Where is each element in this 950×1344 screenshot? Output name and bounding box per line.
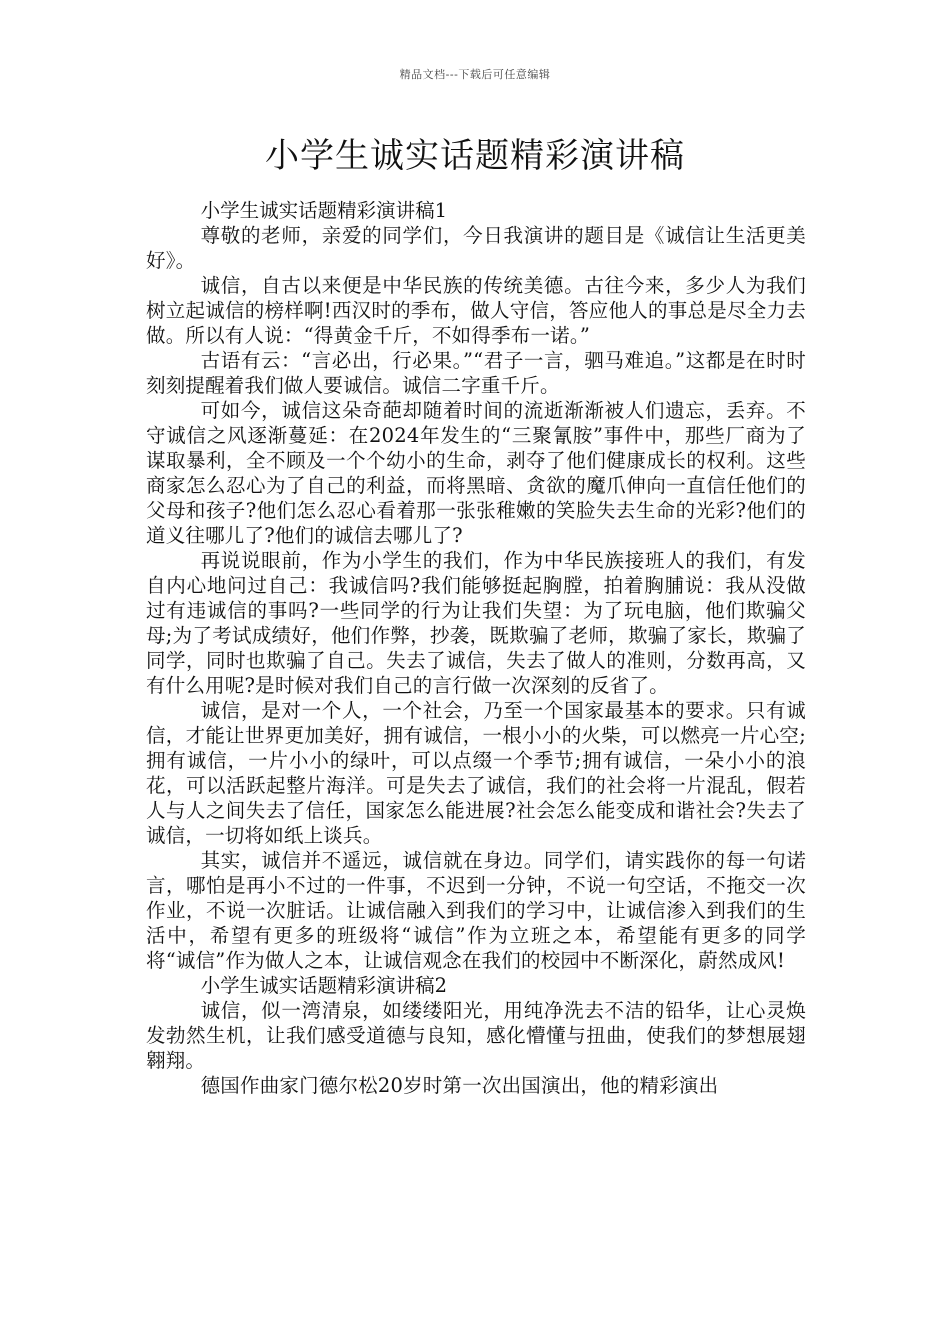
section-heading-2: 小学生诚实话题精彩演讲稿2 (200, 974, 448, 997)
section-heading-1: 小学生诚实话题精彩演讲稿1 (200, 199, 448, 222)
paragraph: 诚信，是对一个人，一个社会，乃至一个国家最基本的要求。只有诚信，才能让世界更加美好，拥有诚信，一根小小的火柴，可以燃亮一片心空;拥有诚信，一片小小的绿叶，可以点缀一个季节;拥有诚信，一朵小小的浪花，可以活跃起整片海洋。可是失去了诚信，我们的社会将一片混乱，假若人与人之间失去了信任，国家怎么能进展?社会怎么能变成和谐社会?失去了诚信，一切将如纸上谈兵。 (146, 699, 806, 847)
paragraph: 诚信，似一湾清泉，如缕缕阳光，用纯净洗去不洁的铅华，让心灵焕发勃然生机，让我们感受道德与良知，感化懵懂与扭曲，使我们的梦想展翅翱翔。 (146, 999, 806, 1072)
paragraph: 古语有云：“言必出，行必果。”“君子一言，驷马难追。”这都是在时时刻刻提醒着我们做人要诚信。诚信二字重千斤。 (146, 349, 806, 397)
paragraph: 可如今，诚信这朵奇葩却随着时间的流逝渐渐被人们遗忘，丢弃。不守诚信之风逐渐蔓延：在2024年发生的“三聚氰胺”事件中，那些厂商为了谋取暴利，全不顾及一个个幼小的生命，剥夺了他们健康成长的权利。这些商家怎么忍心为了自己的利益，而将黑暗、贪欲的魔爪伸向一直信任他们的父母和孩子?他们怎么忍心看着那一张张稚嫩的笑脸失去生命的光彩?他们的道义往哪儿了?他们的诚信去哪儿了? (146, 399, 806, 547)
paragraph: 德国作曲家门德尔松20岁时第一次出国演出，他的精彩演出 (200, 1074, 719, 1097)
paragraph: 尊敬的老师，亲爱的同学们，今日我演讲的题目是《诚信让生活更美好》。 (146, 224, 806, 272)
paragraph: 诚信，自古以来便是中华民族的传统美德。古往今来，多少人为我们树立起诚信的榜样啊!西汉时的季布，做人守信，答应他人的事总是尽全力去做。所以有人说：“得黄金千斤，不如得季布一诺。” (146, 274, 806, 347)
paragraph: 再说说眼前，作为小学生的我们，作为中华民族接班人的我们，有发自内心地问过自己：我诚信吗?我们能够挺起胸膛，拍着胸脯说：我从没做过有违诚信的事吗?一些同学的行为让我们失望：为了玩电脑，他们欺骗父母;为了考试成绩好，他们作弊，抄袭，既欺骗了老师，欺骗了家长，欺骗了同学，同时也欺骗了自己。失去了诚信，失去了做人的准则，分数再高，又有什么用呢?是时候对我们自己的言行做一次深刻的反省了。 (146, 549, 806, 697)
document-title: 小学生诚实话题精彩演讲稿 (265, 136, 685, 176)
header-note: 精品文档---下载后可任意编辑 (399, 68, 551, 81)
paragraph: 其实，诚信并不遥远，诚信就在身边。同学们，请实践你的每一句诺言，哪怕是再小不过的一件事，不迟到一分钟，不说一句空话，不拖交一次作业，不说一次脏话。让诚信融入到我们的学习中，让诚信渗入到我们的生活中，希望有更多的班级将“诚信”作为立班之本，希望能有更多的同学将“诚信”作为做人之本，让诚信观念在我们的校园中不断深化，蔚然成风! (146, 849, 806, 972)
document-body (146, 198, 806, 1098)
